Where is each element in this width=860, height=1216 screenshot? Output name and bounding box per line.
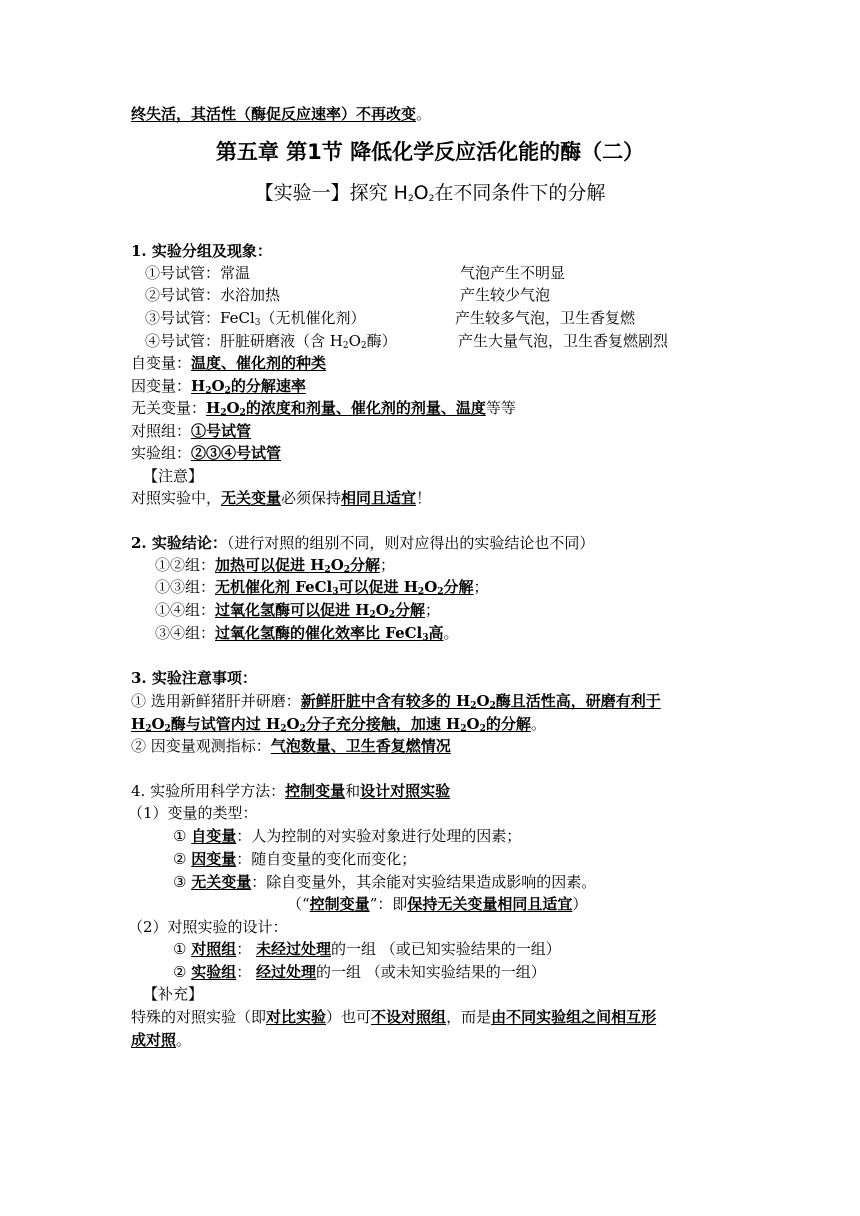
note-text: 对照实验中，无关变量必须保持相同且适宜！ <box>131 489 432 507</box>
conclusion-1-2: ①②组：加热可以促进 $H_2O_2$分解； <box>155 556 396 575</box>
tube-2-phenomenon: 产生较少气泡 <box>460 286 551 304</box>
conclusion-1-4: ①④组：过氧化氢酶可以促进 $H_2O_2$分解； <box>155 601 441 620</box>
tube-2-label: ②号试管：水浴加热 <box>145 286 281 304</box>
independent-variable: 自变量：温度、催化剂的种类 <box>131 354 327 372</box>
variable-type-dependent: ② 因变量：随自变量的变化而变化； <box>173 850 417 868</box>
section-3-heading: 3. 实验注意事项： <box>131 669 257 687</box>
experiment-title: 【实验一】探究 $H_2O_2$在不同条件下的分解 <box>254 182 606 204</box>
conclusion-1-3: ①③组：无机催化剂 FeCl$_3$可以促进 $H_2O_2$分解； <box>155 578 489 597</box>
tube-1-label: ①号试管：常温 <box>145 264 251 282</box>
precaution-2: ② 因变量观测指标：气泡数量、卫生香复燃情况 <box>131 737 451 755</box>
section-4-heading: 4. 实验所用科学方法：控制变量和设计对照实验 <box>131 782 451 800</box>
variable-type-controlled: ③ 无关变量：除自变量外，其余能对实验结果造成影响的因素。 <box>173 873 597 891</box>
precaution-1-line-1: ① 选用新鲜猪肝并研磨：新鲜肝脏中含有较多的 $H_2O_2$酶且活性高，研磨有利于 <box>131 692 661 711</box>
variable-type-independent: ① 自变量：人为控制的对实验对象进行处理的因素； <box>173 827 522 845</box>
precaution-1-line-2: $H_2O_2$酶与试管内过 $H_2O_2$分子充分接触，加速 $H_2O_2$的分解。 <box>131 715 546 734</box>
controlled-experiment-heading: （2）对照实验的设计： <box>128 918 288 936</box>
supplement-label: 【补充】 <box>143 985 204 1003</box>
tube-3-phenomenon: 产生较多气泡，卫生香复燃 <box>455 309 636 327</box>
supplement-line-2: 成对照。 <box>131 1031 192 1049</box>
conclusion-3-4: ③④组：过氧化氢酶的催化效率比 FeCl$_3$高。 <box>155 624 459 643</box>
design-control-group: ① 对照组： 未经过处理的一组 （或已知实验结果的一组） <box>173 940 561 958</box>
note-label: 【注意】 <box>143 467 204 485</box>
continuation-line: 终失活，其活性（酶促反应速率）不再改变。 <box>131 105 432 123</box>
variable-types-heading: （1）变量的类型： <box>128 804 258 822</box>
tube-4-phenomenon: 产生大量气泡，卫生香复燃剧烈 <box>458 332 669 350</box>
design-experimental-group: ② 实验组： 经过处理的一组 （或未知实验结果的一组） <box>173 963 546 981</box>
tube-1-phenomenon: 气泡产生不明显 <box>460 264 566 282</box>
controlled-variable-note: （“控制变量”：即保持无关变量相同且适宜） <box>287 895 588 913</box>
experimental-group: 实验组：②③④号试管 <box>131 444 282 462</box>
section-1-heading: 1. 实验分组及现象： <box>131 242 272 260</box>
dependent-variable: 因变量：$H_2O_2$的分解速率 <box>131 377 306 396</box>
tube-4-label: ④号试管：肝脏研磨液（含 $H_2O_2$酶） <box>145 332 397 351</box>
section-2-heading: 2. 实验结论：（进行对照的组别不同，则对应得出的实验结论也不同） <box>131 534 595 552</box>
supplement-line-1: 特殊的对照实验（即对比实验）也可不设对照组，而是由不同实验组之间相互形 <box>131 1008 657 1026</box>
control-group: 对照组：①号试管 <box>131 422 252 440</box>
controlled-variable: 无关变量：$H_2O_2$的浓度和剂量、催化剂的剂量、温度等等 <box>131 399 516 418</box>
tube-3-label: ③号试管：FeCl$_3$（无机催化剂） <box>145 309 366 328</box>
chapter-title: 第五章 第1节 降低化学反应活化能的酶（二） <box>215 140 645 164</box>
